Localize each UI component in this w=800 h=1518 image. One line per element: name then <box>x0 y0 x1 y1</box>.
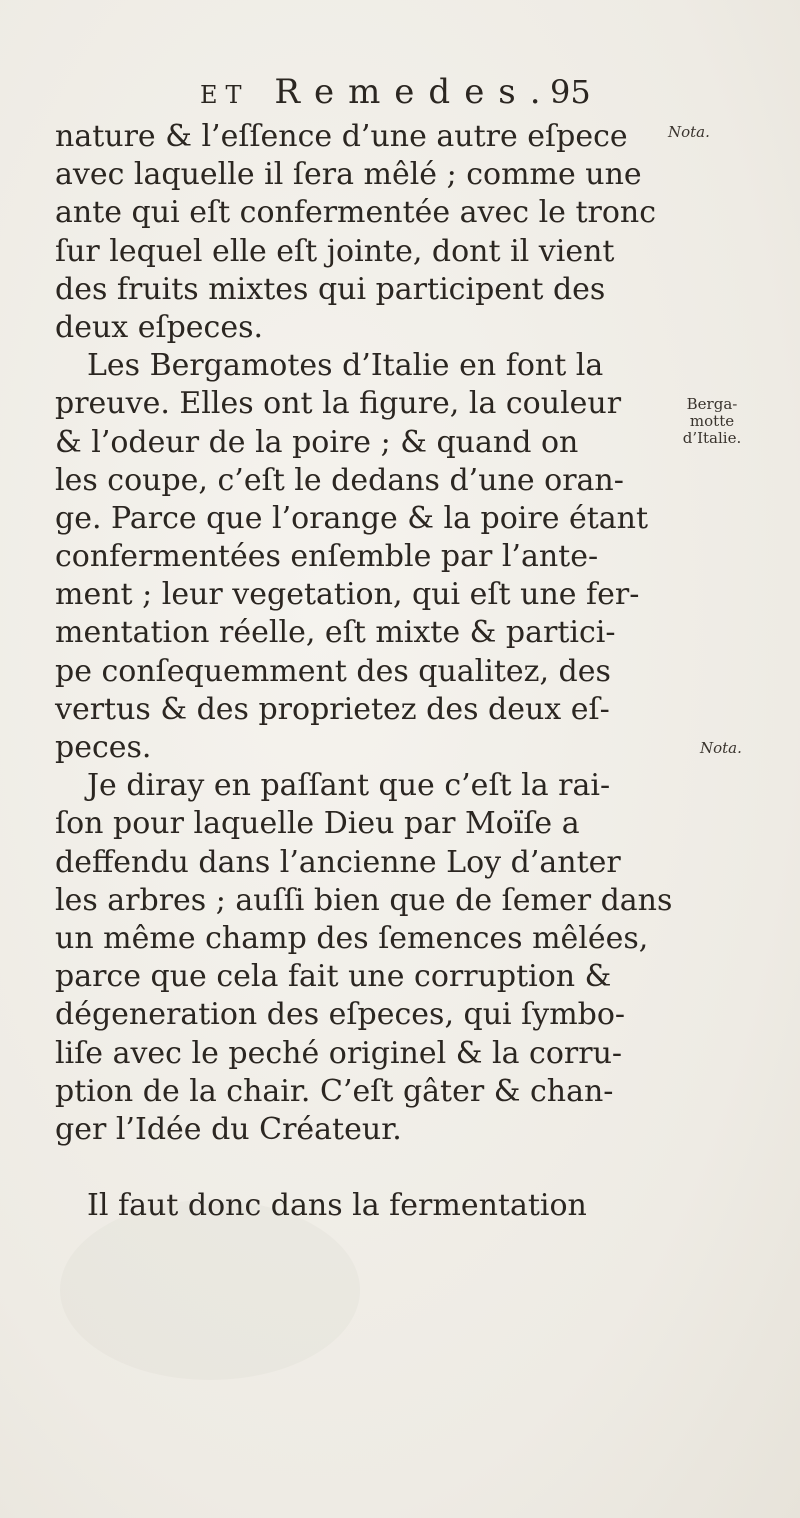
text-line: Il faut donc dans la fermentation <box>87 1188 587 1224</box>
text-line: avec laquelle il ſera mêlé ; comme une <box>55 157 642 193</box>
text-line: deux eſpeces. <box>55 309 264 345</box>
text-line: ſon pour laquelle Dieu par Moïſe a <box>55 806 580 842</box>
text-line: ge. Parce que l’orange & la poire étant <box>55 500 649 536</box>
margin-note-line: d’Italie. <box>682 429 742 447</box>
running-header <box>200 72 600 112</box>
text-line: ption de la chair. C’eſt gâter & chan- <box>55 1073 614 1109</box>
text-line: dégeneration des eſpeces, qui ſymbo- <box>55 997 626 1033</box>
margin-note-line: motte <box>689 412 735 430</box>
text-line: & l’odeur de la poire ; & quand on <box>55 424 579 460</box>
text-line: parce que cela fait une corruption & <box>55 959 612 995</box>
text-line: ment ; leur vegetation, qui eſt une fer- <box>55 577 640 613</box>
header-title: Remedes. <box>274 72 555 112</box>
text-line: nature & l’eſſence d’une autre eſpece <box>55 119 628 154</box>
text-line: liſe avec le peché originel & la corru- <box>55 1035 623 1071</box>
text-line: ſur lequel elle eſt jointe, dont il vient <box>55 233 615 269</box>
text-line: peces. <box>55 730 152 765</box>
text-line <box>55 1149 615 1187</box>
header-lead: ET <box>200 81 250 109</box>
margin-note-bergamotte <box>662 396 762 447</box>
text-line: vertus & des proprietez des deux eſ- <box>55 691 610 727</box>
margin-note-line: Berga- <box>686 395 738 413</box>
text-line: deffendu dans l’ancienne Loy d’anter <box>55 844 621 880</box>
text-line: un même champ des ſemences mêlées, <box>55 920 649 956</box>
text-line: Les Bergamotes d’Italie en font la <box>87 348 604 384</box>
text-line: les arbres ; auſſi bien que de ſemer dans <box>55 882 673 918</box>
page-number: 95 <box>550 73 591 111</box>
text-line: mentation réelle, eſt mixte & partici- <box>55 615 616 651</box>
text-line: confermentées enſemble par l’ante- <box>55 539 599 575</box>
text-line: ante qui eſt confermentée avec le tronc <box>55 195 657 231</box>
text-line: ger l’Idée du Créateur. <box>55 1111 402 1147</box>
body-text <box>55 118 673 1225</box>
paper-stain <box>60 1200 360 1380</box>
margin-note-nota: Nota. <box>668 123 710 141</box>
text-line: les coupe, c’eſt le dedans d’une oran- <box>55 462 624 498</box>
margin-note-nota: Nota. <box>700 739 742 757</box>
text-line: Je diray en paſſant que c’eſt la rai- <box>87 768 611 804</box>
text-line: preuve. Elles ont la figure, la couleur <box>55 386 622 422</box>
text-line: des fruits mixtes qui participent des <box>55 271 606 307</box>
text-line: pe conſequemment des qualitez, des <box>55 653 611 689</box>
